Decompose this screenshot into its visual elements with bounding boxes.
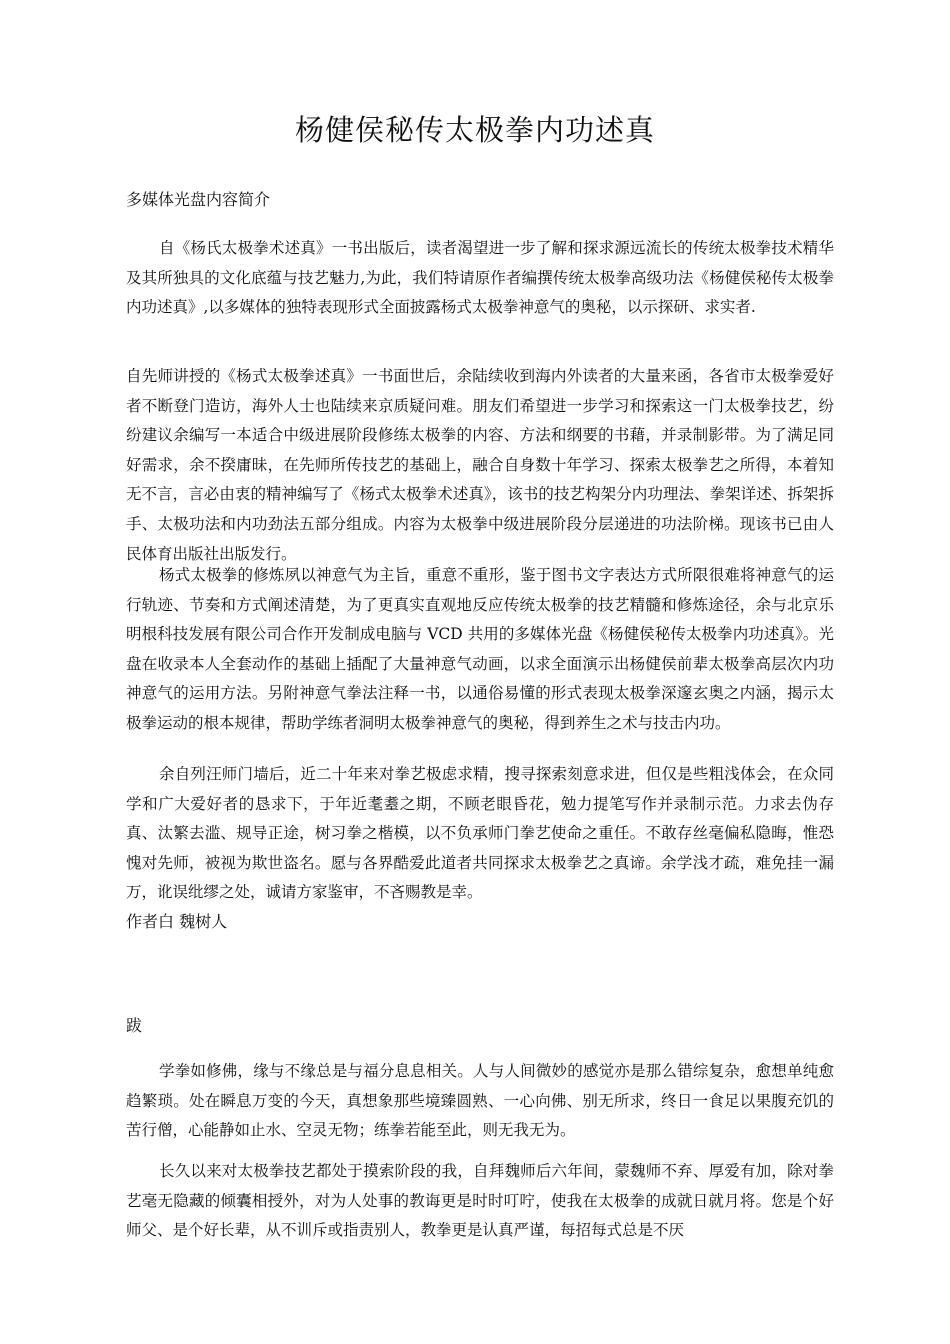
- paragraph-6: 长久以来对太极拳技艺都处于摸索阶段的我，自拜魏师后六年间，蒙魏师不弃、厚爱有加，除对拳艺毫无隐藏的倾囊相授外，对为人处事的教诲更是时时叮咛，使我在太极拳的成就日就月将。您是个好师父、是个好长辈，从不训斥或指责别人，教拳更是认真严谨，每招每式总是不厌: [126, 1162, 834, 1240]
- paragraph-2: 自先师讲授的《杨式太极拳述真》一书面世后，余陆续收到海内外读者的大量来函，各省市太极拳爱好者不断登门造访，海外人士也陆续来京质疑问难。朋友们希望进一步学习和探索这一门太极拳技艺，纷纷建议余编写一本适合中级进展阶段修练太极拳的内容、方法和纲要的书藉，并录制影带。为了满足同好需求，余不揆庸昧，在先师所传技艺的基础上，融合自身数十年学习、探索太极拳艺之所得，本着知无不言，言必由衷的精神编写了《杨式太极拳术述真》，该书的技艺构架分内功理法、拳架详述、拆架拆手、太极功法和内功劲法五部分组成。内容为太极拳中级进展阶段分层递进的功法阶梯。现该书已由人民体育出版社出版发行。: [126, 367, 834, 563]
- author-line: 作者白 魏树人: [126, 912, 228, 931]
- section-heading-intro: 多媒体光盘内容简介: [126, 190, 271, 209]
- paragraph-5: 学拳如修佛，缘与不缘总是与福分息息相关。人与人间微妙的感觉亦是那么错综复杂，愈想单纯愈趋繁琐。处在瞬息万变的今天，真想象那些境臻圆熟、一心向佛、别无所求，终日一食足以果腹充饥的苦行僧，心能静如止水、空灵无物；练拳若能至此，则无我无为。: [126, 1062, 834, 1140]
- paragraph-3: 杨式太极拳的修炼夙以神意气为主旨，重意不重形，鉴于图书文字表达方式所限很难将神意气的运行轨迹、节奏和方式阐述清楚，为了更真实直观地反应传统太极拳的技艺精髓和修炼途径，余与北京乐明根科技发展有限公司合作开发制成电脑与 VCD 共用的多媒体光盘《杨健侯秘传太极拳内功述真》。光盘在收录本人全套动作的基础上插配了大量神意气动画，以求全面演示出杨健侯前辈太极拳高层次内功神意气的运用方法。另附神意气拳法注释一书，以通俗易懂的形式表现太极拳深邃玄奥之内涵，揭示太极拳运动的根本规律，帮助学练者洞明太极拳神意气的奥秘，得到养生之术与技击内功。: [126, 566, 834, 732]
- paragraph-1: 自《杨氏太极拳术述真》一书出版后，读者渴望进一步了解和探求源远流长的传统太极拳技术精华及其所独具的文化底蕴与技艺魅力,为此，我们特请原作者编撰传统太极拳高级功法《杨健侯秘传太极拳内功述真》,以多媒体的独特表现形式全面披露杨式太极拳神意气的奥秘，以示探研、求实者.: [126, 239, 834, 317]
- section-heading-postscript: 跋: [126, 1016, 143, 1035]
- paragraph-4: 余自列汪师门墙后，近二十年来对拳艺极虑求精，搜寻探索刻意求进，但仅是些粗浅体会，在众同学和广大爱好者的恳求下，于年近耄耋之期，不顾老眼昏花，勉力提笔写作并录制示范。力求去伪存真、汰繁去滥、规导正途，树习拳之楷模，以不负承师门拳艺使命之重任。不敢存丝毫偏私隐晦，惟恐愧对先师，被视为欺世盗名。愿与各界酷爱此道者共同探求太极拳艺之真谛。余学浅才疏，难免挂一漏万，讹误纰缪之处，诚请方家鉴审，不吝赐教是幸。: [126, 765, 834, 902]
- document-title: 杨健侯秘传太极拳内功述真: [294, 113, 655, 147]
